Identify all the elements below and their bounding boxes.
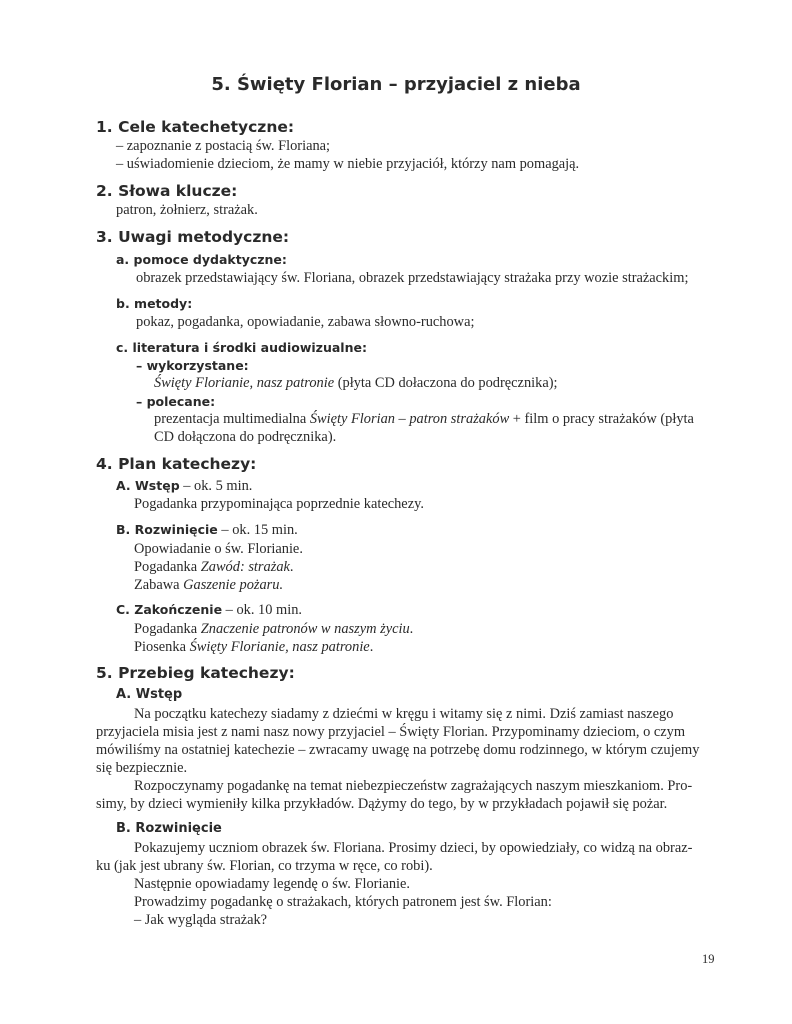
recommended-suffix: + film o pracy strażaków (płyta <box>509 411 694 427</box>
plan-conclusion <box>116 602 302 619</box>
recommended-label: – polecane: <box>136 394 216 409</box>
course-intro-line-6: simy, by dzieci wymieniły kilka przykładów. Dążymy do tego, by w przykładach pojawił się pożar. <box>96 796 668 812</box>
plan-conclusion-label: C. Zakończenie <box>116 602 223 617</box>
plan-con-l1-title: Znaczenie patronów w naszym życiu <box>200 621 410 637</box>
used-text <box>154 375 558 392</box>
goal-item-1: – zapoznanie z postacią św. Floriana; <box>116 138 331 154</box>
plan-development-label: B. Rozwinięcie <box>116 522 218 537</box>
plan-dev-l3-prefix: Zabawa <box>134 577 184 593</box>
recommended-line-1 <box>154 411 694 428</box>
page-title: 5. Święty Florian – przyjaciel z nieba <box>211 74 581 95</box>
plan-conclusion-line-1 <box>134 621 413 638</box>
plan-conclusion-line-2 <box>134 639 373 656</box>
section-5-heading: 5. Przebieg katechezy: <box>96 664 295 682</box>
didactic-aids-text: obrazek przedstawiający św. Floriana, obrazek przedstawiający strażaka przy wozie strażackim; <box>136 270 689 286</box>
methods-text: pokaz, pogadanka, opowiadanie, zabawa słowno-ruchowa; <box>136 314 475 330</box>
section-3-heading: 3. Uwagi metodyczne: <box>96 228 290 246</box>
plan-development <box>116 522 298 539</box>
plan-development-time: – ok. 15 min. <box>217 522 298 538</box>
course-intro-line-1: Na początku katechezy siadamy z dziećmi w kręgu i witamy się z nimi. Dziś zamiast naszego <box>134 706 674 722</box>
plan-conclusion-time: – ok. 10 min. <box>222 602 303 618</box>
course-development-line-5: – Jak wygląda strażak? <box>134 912 268 928</box>
plan-development-line-1: Opowiadanie o św. Florianie. <box>134 541 303 557</box>
plan-con-l1-suffix: . <box>409 621 414 637</box>
plan-dev-l2-title: Zawód: strażak <box>200 559 290 575</box>
plan-dev-l2-prefix: Pogadanka <box>134 559 201 575</box>
recommended-line-2: CD dołączona do podręcznika). <box>154 429 337 445</box>
recommended-prefix: prezentacja multimedialna <box>154 411 310 427</box>
plan-intro-label: A. Wstęp <box>116 478 180 493</box>
plan-con-l2-title: Święty Florianie, nasz patronie <box>189 639 370 655</box>
keywords-text: patron, żołnierz, strażak. <box>116 202 258 218</box>
section-2-heading: 2. Słowa klucze: <box>96 182 238 200</box>
course-intro-line-5: Rozpoczynamy pogadankę na temat niebezpieczeństw zagrażających naszym mieszkaniom. Pro- <box>134 778 693 794</box>
didactic-aids-label: a. pomoce dydaktyczne: <box>116 252 287 267</box>
plan-con-l2-prefix: Piosenka <box>134 639 190 655</box>
plan-intro-time: – ok. 5 min. <box>179 478 253 494</box>
course-intro-line-3: mówiliśmy na ostatniej katechezie – zwracamy uwagę na potrzebę domu rodzinnego, w którym czujemy <box>96 742 700 758</box>
used-note: (płyta CD dołaczona do podręcznika); <box>334 375 558 391</box>
course-development-line-3: Następnie opowiadamy legendę o św. Florianie. <box>134 876 411 892</box>
course-development-line-4: Prowadzimy pogadankę o strażakach, których patronem jest św. Florian: <box>134 894 552 910</box>
page-number: 19 <box>702 952 715 966</box>
course-development-line-1: Pokazujemy uczniom obrazek św. Floriana. Prosimy dzieci, by opowiedziały, co widzą na obraz- <box>134 840 693 856</box>
plan-dev-l2-suffix: . <box>289 559 294 575</box>
used-label: – wykorzystane: <box>136 358 249 373</box>
course-intro-label: A. Wstęp <box>116 687 183 702</box>
plan-con-l2-suffix: . <box>369 639 374 655</box>
literature-label: c. literatura i środki audiowizualne: <box>116 340 367 355</box>
plan-dev-l3-title: Gaszenie pożaru. <box>183 577 284 593</box>
course-development-line-2: ku (jak jest ubrany św. Florian, co trzyma w ręce, co robi). <box>96 858 433 874</box>
section-4-heading: 4. Plan katechezy: <box>96 455 257 473</box>
recommended-title: Święty Florian – patron strażaków <box>309 411 510 427</box>
used-title: Święty Florianie, nasz patronie <box>154 375 335 391</box>
plan-intro-text: Pogadanka przypominająca poprzednie katechezy. <box>134 496 424 512</box>
plan-intro <box>116 478 252 495</box>
methods-label: b. metody: <box>116 296 193 311</box>
plan-development-line-3 <box>134 577 283 594</box>
course-intro-line-4: się bezpiecznie. <box>96 760 188 776</box>
goal-item-2: – uświadomienie dzieciom, że mamy w niebie przyjaciół, którzy nam pomagają. <box>116 156 580 172</box>
section-1-heading: 1. Cele katechetyczne: <box>96 118 295 136</box>
plan-development-line-2 <box>134 559 294 576</box>
course-intro-line-2: przyjaciela misia jest z nami nasz nowy przyjaciel – Święty Florian. Przypominamy dzieciom, o czym <box>96 724 686 740</box>
plan-con-l1-prefix: Pogadanka <box>134 621 201 637</box>
course-development-label: B. Rozwinięcie <box>116 821 222 836</box>
